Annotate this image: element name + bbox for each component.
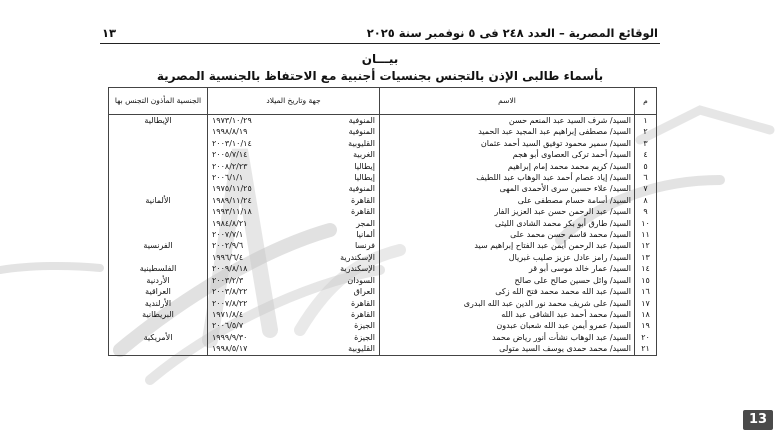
birth-info (208, 298, 380, 309)
row-number: ٨ (635, 195, 657, 206)
birth-place: القليوبية (348, 138, 375, 148)
nationality (109, 229, 208, 240)
birth-place: الإسكندرية (340, 252, 375, 262)
birth-date: ١٩٩٨/٨/١٩ (212, 127, 248, 137)
applicant-name: السيد/ عبد الرحمن أيمن عبد الفتاح إبراهيم سيد (380, 240, 635, 251)
row-number: ٢١ (635, 343, 657, 355)
birth-date: ٢٠٠٦/١/١ (212, 173, 244, 183)
nationality: الفلسطينية (109, 263, 208, 274)
applicant-name: السيد/ محمد قاسم حسن محمد على (380, 229, 635, 240)
nationality (109, 138, 208, 149)
row-number: ٩ (635, 206, 657, 217)
row-number: ١٣ (635, 252, 657, 263)
row-number: ١٥ (635, 275, 657, 286)
table-row (109, 138, 657, 149)
nationality (109, 252, 208, 263)
applicant-name: السيد/ عبد الوهاب نشأت أنور رياض محمد (380, 332, 635, 343)
table-row (109, 275, 657, 286)
row-number: ١ (635, 115, 657, 127)
birth-date: ٢٠٠٩/٨/١٨ (212, 264, 248, 274)
birth-place: القاهرة (351, 298, 375, 308)
nationality: البريطانية (109, 309, 208, 320)
row-number: ١٢ (635, 240, 657, 251)
applicant-name: السيد/ رامز عادل عزيز صليب غبريال (380, 252, 635, 263)
table-header-row (109, 88, 657, 115)
col-header-name: الاسم (380, 88, 635, 115)
birth-info (208, 218, 380, 229)
birth-place: السودان (347, 275, 375, 285)
nationality (109, 320, 208, 331)
table-row (109, 263, 657, 274)
birth-date: ١٩٩٨/٥/١٧ (212, 344, 248, 354)
birth-info (208, 126, 380, 137)
col-header-birth: جهة وتاريخ الميلاد (208, 88, 380, 115)
birth-place: إيطاليا (354, 161, 375, 171)
birth-date: ٢٠٠٦/٥/٧ (212, 321, 244, 331)
birth-date: ١٩٩٦/٦/٤ (212, 252, 244, 262)
birth-place: ألمانيا (356, 230, 375, 240)
applicant-name: السيد/ علاء حسين سرى الأحمدى المهى (380, 183, 635, 194)
nationality (109, 218, 208, 229)
nationality: الأمريكية (109, 332, 208, 343)
nationality (109, 343, 208, 355)
birth-info (208, 206, 380, 217)
birth-date: ٢٠٠٧/٨/٢٢ (212, 298, 248, 308)
applicant-name: السيد/ عمرو أيمن عبد الله شعبان عبدون (380, 320, 635, 331)
applicant-name: السيد/ محمد أحمد عبد الشافى عبد الله (380, 309, 635, 320)
applicant-name: السيد/ عبد الله محمد محمد فتح الله زكى (380, 286, 635, 297)
table-row (109, 343, 657, 355)
birth-date: ١٩٨٤/٨/٢١ (212, 218, 248, 228)
nationality (109, 126, 208, 137)
nationality (109, 172, 208, 183)
applicant-name: السيد/ على شريف محمد نور الدين عبد الله البدرى (380, 298, 635, 309)
row-number: ٦ (635, 172, 657, 183)
table-row (109, 332, 657, 343)
applicant-name: السيد/ سمير محمود توفيق السيد أحمد عثمان (380, 138, 635, 149)
birth-info (208, 332, 380, 343)
applicants-table (108, 87, 657, 356)
birth-date: ٢٠٠٨/٢/٢٣ (212, 161, 248, 171)
gazette-title: الوقائع المصرية – العدد ٢٤٨ فى ٥ نوفمبر سنة ٢٠٢٥ (366, 26, 658, 40)
row-number: ١٠ (635, 218, 657, 229)
row-number: ١٨ (635, 309, 657, 320)
applicant-name: السيد/ مصطفى إبراهيم عبد المجيد عبد الحميد (380, 126, 635, 137)
row-number: ٥ (635, 161, 657, 172)
birth-date: ١٩٨٩/١١/٢٤ (212, 195, 252, 205)
birth-date: ٢٠٠٣/٨/٢٢ (212, 287, 248, 297)
birth-info (208, 183, 380, 194)
birth-info (208, 309, 380, 320)
birth-info (208, 195, 380, 206)
birth-date: ٢٠٠٣/٢/٣ (212, 275, 244, 285)
row-number: ١٧ (635, 298, 657, 309)
birth-info (208, 343, 380, 355)
page-number: ١٣ (102, 26, 117, 40)
birth-date: ١٩٧٣/١٠/٢٩ (212, 116, 252, 125)
table-row (109, 172, 657, 183)
applicant-name: السيد/ وائل حسين صالح على صالح (380, 275, 635, 286)
nationality: الألمانية (109, 195, 208, 206)
table-row (109, 218, 657, 229)
birth-place: القليوبية (348, 344, 375, 354)
row-number: ٤ (635, 149, 657, 160)
applicant-name: السيد/ إياد عصام أحمد عبد الوهاب عبد اللطيف (380, 172, 635, 183)
nationality: الإيطالية (109, 115, 208, 127)
table-row (109, 286, 657, 297)
nationality: الأردنية (109, 275, 208, 286)
row-number: ٣ (635, 138, 657, 149)
birth-place: المجر (356, 218, 375, 228)
table-row (109, 320, 657, 331)
table-row (109, 206, 657, 217)
page-header (100, 25, 660, 44)
table-row (109, 298, 657, 309)
birth-place: إيطاليا (354, 173, 375, 183)
birth-place: القاهرة (351, 309, 375, 319)
gazette-page (100, 25, 660, 415)
birth-place: القاهرة (351, 207, 375, 217)
row-number: ١٤ (635, 263, 657, 274)
birth-date: ١٩٩٣/١١/١٨ (212, 207, 252, 217)
birth-info (208, 286, 380, 297)
birth-place: الغربية (353, 150, 375, 160)
applicant-name: السيد/ عبد الرحمن حسن عبد العزيز الفار (380, 206, 635, 217)
birth-date: ١٩٧٥/١١/٢٥ (212, 184, 252, 194)
page-badge: 13 (743, 410, 773, 430)
row-number: ١٦ (635, 286, 657, 297)
applicant-name: السيد/ طارق أبو بكر محمد الشادى الليثى (380, 218, 635, 229)
table-row (109, 126, 657, 137)
document-subheading: بأسماء طالبى الإذن بالتجنس بجنسيات أجنبية مع الاحتفاظ بالجنسية المصرية (156, 69, 604, 83)
birth-date: ٢٠٠٣/١٠/١٤ (212, 138, 252, 148)
birth-place: الجيزة (354, 332, 375, 342)
nationality (109, 161, 208, 172)
table-row (109, 149, 657, 160)
birth-info (208, 115, 380, 127)
birth-date: ٢٠٠٢/٩/٦ (212, 241, 244, 251)
birth-info (208, 138, 380, 149)
table-row (109, 240, 657, 251)
birth-place: العراق (353, 287, 375, 297)
birth-date: ٢٠٠٥/٧/١٤ (212, 150, 248, 160)
birth-info (208, 252, 380, 263)
row-number: ٧ (635, 183, 657, 194)
col-header-num: م (635, 88, 657, 115)
row-number: ٢ (635, 126, 657, 137)
birth-date: ١٩٧١/٨/٤ (212, 309, 244, 319)
birth-info (208, 240, 380, 251)
birth-date: ١٩٩٩/٩/٣٠ (212, 332, 248, 342)
birth-place: المنوفية (348, 184, 375, 194)
table-row (109, 229, 657, 240)
applicant-name: السيد/ شرف السيد عبد المنعم حسن (380, 115, 635, 127)
applicant-name: السيد/ عمار خالد موسى أبو قر (380, 263, 635, 274)
applicant-name: السيد/ محمد حمدى يوسف السيد متولى (380, 343, 635, 355)
birth-info (208, 320, 380, 331)
birth-info (208, 149, 380, 160)
table-row (109, 161, 657, 172)
birth-info (208, 275, 380, 286)
nationality: الأرلندية (109, 298, 208, 309)
row-number: ١٩ (635, 320, 657, 331)
table-row (109, 115, 657, 127)
table-row (109, 309, 657, 320)
nationality (109, 206, 208, 217)
applicant-name: السيد/ كريم محمد محمد إمام إبراهيم (380, 161, 635, 172)
birth-info (208, 161, 380, 172)
birth-place: الإسكندرية (340, 264, 375, 274)
table-row (109, 195, 657, 206)
birth-place: المنوفية (348, 116, 375, 125)
col-header-nationality: الجنسية المأذون التجنس بها (109, 88, 208, 115)
birth-place: الجيزة (354, 321, 375, 331)
birth-date: ٢٠٠٧/٧/١ (212, 230, 244, 240)
nationality: العراقية (109, 286, 208, 297)
applicant-name: السيد/ أسامة حسام مصطفى على (380, 195, 635, 206)
nationality (109, 149, 208, 160)
birth-place: المنوفية (348, 127, 375, 137)
nationality: الفرنسية (109, 240, 208, 251)
applicant-name: السيد/ أحمد تركى العصاوى أبو هجم (380, 149, 635, 160)
document-heading: بيـــان (361, 52, 399, 66)
table-row (109, 183, 657, 194)
birth-info (208, 263, 380, 274)
row-number: ١١ (635, 229, 657, 240)
birth-place: فرنسا (354, 241, 375, 251)
table-row (109, 252, 657, 263)
row-number: ٢٠ (635, 332, 657, 343)
birth-info (208, 229, 380, 240)
birth-info (208, 172, 380, 183)
nationality (109, 183, 208, 194)
birth-place: القاهرة (351, 195, 375, 205)
